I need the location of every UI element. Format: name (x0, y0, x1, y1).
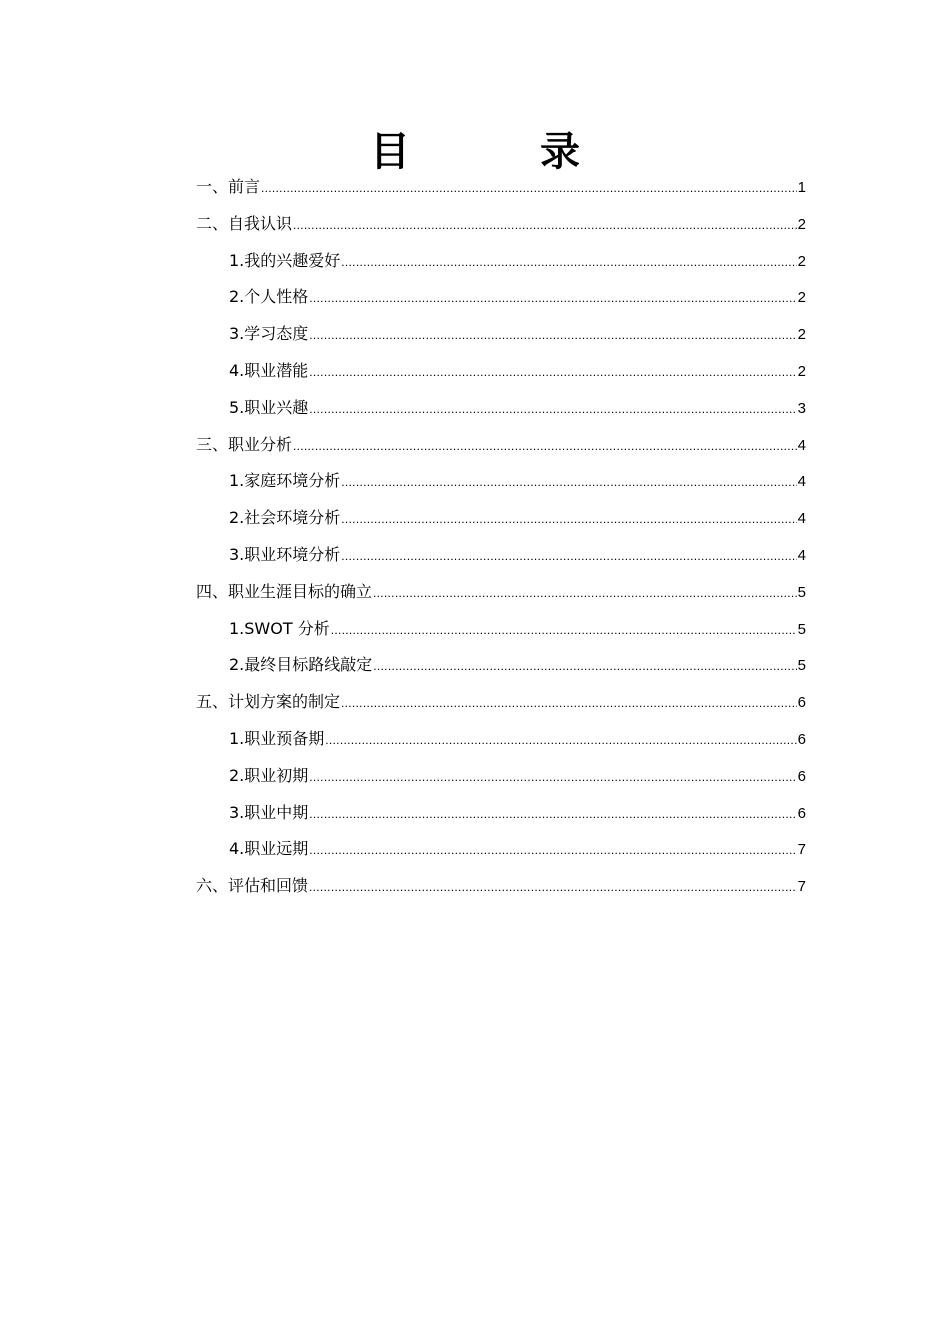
toc-entry[interactable] (196, 758, 806, 795)
toc-entry[interactable] (196, 684, 806, 721)
toc-entry[interactable] (196, 243, 806, 280)
toc-entry-label: 三、职业分析 (196, 434, 293, 454)
toc-page-number: 2 (797, 252, 806, 270)
toc-page-number: 2 (797, 362, 806, 380)
toc-entry-label: 1.我的兴趣爱好 (229, 250, 341, 270)
toc-dot-leader (331, 612, 797, 649)
toc-dot-leader (261, 170, 797, 207)
toc-dot-leader (309, 796, 796, 833)
toc-page-number: 6 (797, 730, 806, 748)
toc-dot-leader (309, 391, 796, 428)
toc-dot-leader (373, 648, 796, 685)
toc-dot-leader (341, 501, 796, 538)
toc-dot-leader (341, 464, 796, 501)
toc-page-number: 6 (797, 767, 806, 785)
toc-page-number: 3 (797, 399, 806, 417)
toc-entry[interactable] (196, 206, 806, 243)
toc-entry-label: 二、自我认识 (196, 213, 293, 233)
toc-entry[interactable] (196, 537, 806, 574)
toc-entry-label: 4.职业远期 (229, 839, 309, 859)
toc-entry[interactable] (196, 463, 806, 500)
toc-entry[interactable] (196, 831, 806, 868)
toc-entry[interactable] (196, 721, 806, 758)
toc-entry[interactable] (196, 353, 806, 390)
toc-entry[interactable] (196, 390, 806, 427)
toc-entry-label: 六、评估和回馈 (196, 876, 309, 896)
toc-entry-label: 3.学习态度 (229, 324, 309, 344)
toc-entry[interactable] (196, 868, 806, 905)
toc-entry-label: 2.社会环境分析 (229, 508, 341, 528)
toc-entry-label: 2.个人性格 (229, 287, 309, 307)
toc-dot-leader (373, 575, 797, 612)
toc-entry[interactable] (196, 611, 806, 648)
toc-entry-label: 5.职业兴趣 (229, 397, 309, 417)
toc-page-number: 5 (797, 657, 806, 675)
toc-page-number: 5 (797, 583, 806, 601)
toc-entry[interactable] (196, 795, 806, 832)
toc-dot-leader (341, 685, 797, 722)
toc-dot-leader (309, 832, 796, 869)
toc-dot-leader (293, 428, 797, 465)
toc-page-number: 6 (797, 804, 806, 822)
toc-page-number: 4 (797, 436, 806, 454)
toc-entry-label: 2.最终目标路线敲定 (229, 655, 373, 675)
toc-entry-label: 五、计划方案的制定 (196, 692, 341, 712)
toc-page-number: 2 (797, 215, 806, 233)
toc-page-number: 2 (797, 289, 806, 307)
toc-page-number: 1 (797, 179, 806, 196)
toc-dot-leader (309, 317, 796, 354)
toc-entry-label: 四、职业生涯目标的确立 (196, 581, 373, 601)
table-of-contents (196, 169, 806, 905)
toc-dot-leader (293, 207, 797, 244)
toc-dot-leader (309, 869, 797, 906)
toc-page-number: 7 (797, 878, 806, 896)
toc-page-number: 7 (797, 841, 806, 859)
toc-entry-label: 3.职业中期 (229, 802, 309, 822)
toc-entry-label: 2.职业初期 (229, 765, 309, 785)
toc-entry[interactable] (196, 279, 806, 316)
toc-entry[interactable] (196, 647, 806, 684)
toc-page-number: 5 (797, 620, 806, 638)
toc-dot-leader (325, 722, 796, 759)
toc-entry[interactable] (196, 500, 806, 537)
toc-page-number: 6 (797, 694, 806, 712)
toc-dot-leader (309, 354, 796, 391)
toc-entry[interactable] (196, 427, 806, 464)
toc-entry[interactable] (196, 316, 806, 353)
toc-entry-label: 1.家庭环境分析 (229, 471, 341, 491)
toc-entry-label: 1.职业预备期 (229, 728, 325, 748)
toc-entry-label: 4.职业潜能 (229, 360, 309, 380)
toc-page-number: 4 (797, 546, 806, 564)
toc-page-number: 2 (797, 326, 806, 344)
toc-entry[interactable] (196, 574, 806, 611)
toc-entry-label: 一、前言 (196, 177, 261, 196)
toc-entry-label: 3.职业环境分析 (229, 544, 341, 564)
toc-dot-leader (309, 280, 796, 317)
toc-dot-leader (309, 759, 796, 796)
toc-title: 目 录 (370, 128, 638, 175)
toc-page-number: 4 (797, 510, 806, 528)
toc-page-number: 4 (797, 473, 806, 491)
toc-dot-leader (341, 538, 796, 575)
toc-entry-label: 1.SWOT 分析 (229, 618, 330, 638)
toc-dot-leader (341, 244, 796, 281)
toc-entry[interactable] (196, 169, 806, 206)
